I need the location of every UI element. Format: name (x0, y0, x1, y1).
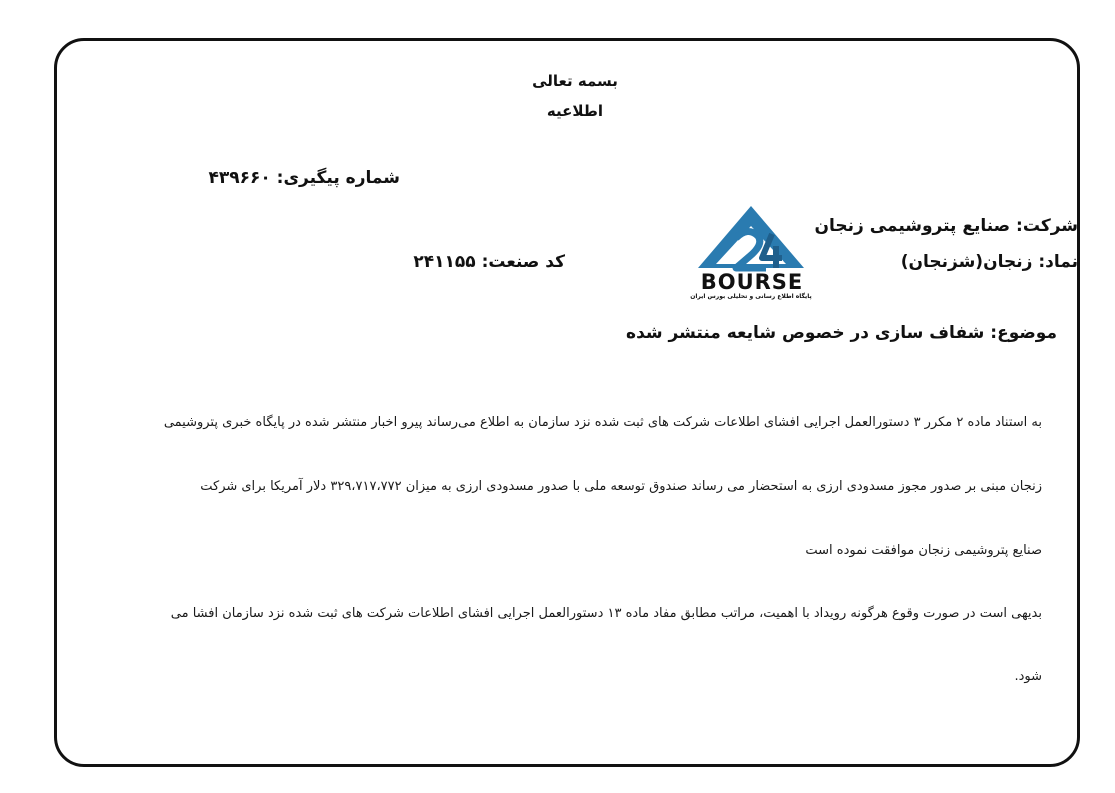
tracking-number: شماره پیگیری: ۴۳۹۶۶۰ (208, 168, 400, 188)
body-line: صنایع پتروشیمی زنجان موافقت نموده است (805, 543, 1042, 558)
document-title: اطلاعیه (546, 102, 604, 120)
body-line: به استناد ماده ۲ مکرر ۳ دستورالعمل اجرایی افشای اطلاعات شرکت های ثبت شده نزد سازمان به اطلاع می‌رساند پیرو اخبار منتشر شده در پایگاه خبری پتروشیمی (163, 415, 1042, 430)
bourse-wordmark: BOURSE (700, 270, 804, 294)
bourse-tagline: پایگاه اطلاع رسانی و تحلیلی بورس ایران (690, 293, 812, 300)
body-line: زنجان مبنی بر صدور مجوز مسدودی ارزی به استحضار می رساند صندوق توسعه ملی با صدور مسدودی ارزی به میزان ۳۲۹،۷۱۷،۷۷۲ دلار آمریکا برای شرکت (200, 479, 1042, 494)
body-line: شود. (1014, 669, 1042, 684)
invocation-heading: بسمه تعالی (532, 72, 618, 90)
company-name: شرکت: صنایع پتروشیمی زنجان (814, 216, 1078, 236)
body-line: بدیهی است در صورت وقوع هرگونه رویداد با اهمیت، مراتب مطابق مفاد ماده ۱۳ دستورالعمل اجرایی افشای اطلاعات شرکت های ثبت شده نزد سازمان افشا می (170, 606, 1042, 621)
document-frame (54, 38, 1080, 767)
ticker-symbol: نماد: زنجان(شزنجان) (900, 252, 1078, 272)
industry-code: کد صنعت: ۲۴۱۱۵۵ (413, 252, 565, 272)
subject-line: موضوع: شفاف سازی در خصوص شایعه منتشر شده (626, 323, 1057, 343)
